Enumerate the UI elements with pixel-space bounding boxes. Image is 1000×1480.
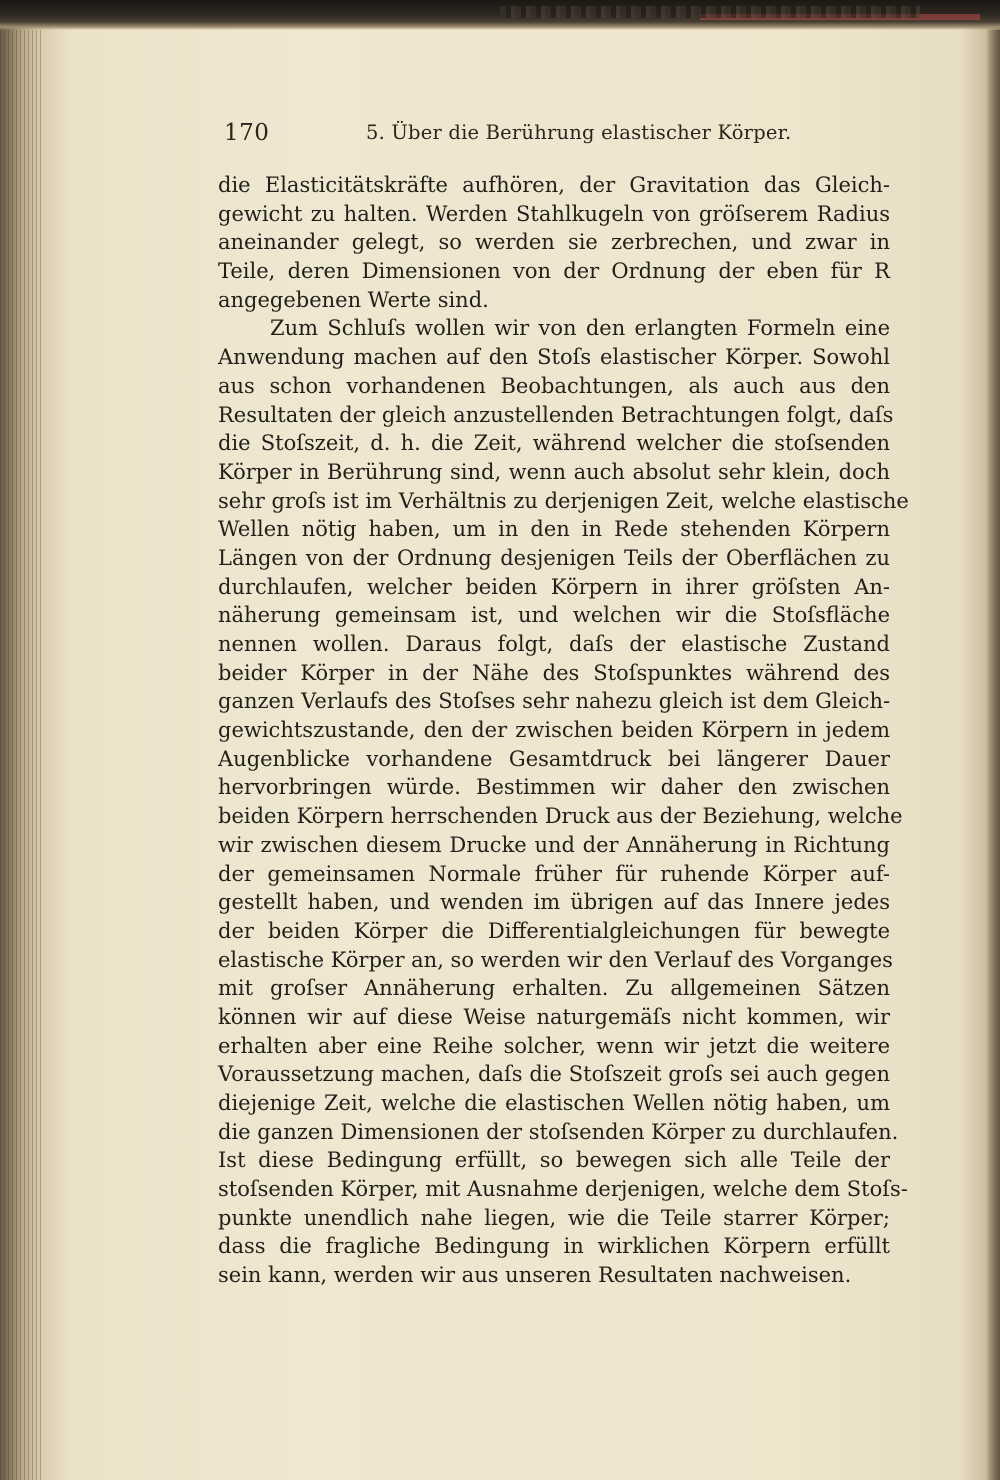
red-page-edge: [700, 14, 980, 20]
text-line: durchlaufen, welcher beiden Körpern in ihrer gröſsten An-: [218, 574, 890, 599]
text-line: nennen wollen. Daraus folgt, daſs der elastische Zustand: [218, 632, 890, 656]
text-line: gewicht zu halten. Werden Stahlkugeln von gröſserem Radius: [218, 201, 890, 226]
text-line: Längen von der Ordnung desjenigen Teils der Oberflächen zu: [218, 545, 890, 570]
running-head: 5. Über die Berührung elastischer Körper.: [366, 121, 792, 144]
book-cover-edge: [0, 0, 1000, 30]
text-line: aus schon vorhandenen Beobachtungen, als auch aus den: [218, 373, 890, 398]
text-line: können wir auf diese Weise naturgemäſs nicht kommen, wir: [218, 1004, 890, 1029]
text-line: Teile, deren Dimensionen von der Ordnung der eben für R: [218, 259, 890, 284]
text-line: sehr groſs ist im Verhältnis zu derjenigen Zeit, welche elastische: [218, 488, 909, 513]
text-line: die Stoſszeit, d. h. die Zeit, während welcher die stoſsenden: [218, 431, 890, 456]
text-line: die Elasticitätskräfte aufhören, der Gravitation das Gleich-: [218, 173, 890, 197]
text-line: der gemeinsamen Normale früher für ruhende Körper auf-: [218, 861, 890, 886]
text-line: punkte unendlich nahe liegen, wie die Teile starrer Körper;: [218, 1205, 890, 1230]
page-header: [224, 118, 894, 148]
text-line: die ganzen Dimensionen der stoſsenden Körper zu durchlaufen.: [218, 1119, 899, 1144]
text-line: elastische Körper an, so werden wir den Verlauf des Vorganges: [218, 947, 893, 972]
text-line: mit groſser Annäherung erhalten. Zu allgemeinen Sätzen: [218, 976, 890, 1001]
text-line: Körper in Berührung sind, wenn auch absolut sehr klein, doch: [218, 459, 890, 484]
paragraph-start-line: Zum Schluſs wollen wir von den erlangten Formeln eine: [270, 316, 890, 341]
text-line: Ist diese Bedingung erfüllt, so bewegen sich alle Teile der: [218, 1148, 890, 1173]
text-line: hervorbringen würde. Bestimmen wir daher den zwischen: [218, 775, 890, 800]
text-line: gestellt haben, und wenden im übrigen auf das Innere jedes: [218, 890, 890, 915]
text-line: Wellen nötig haben, um in den in Rede stehenden Körpern: [218, 517, 890, 542]
text-line: Augenblicke vorhandene Gesamtdruck bei längerer Dauer: [218, 746, 890, 771]
text-line: Voraussetzung machen, daſs die Stoſszeit groſs sei auch gegen: [218, 1062, 890, 1087]
text-line: beiden Körpern herrschenden Druck aus der Beziehung, welche: [218, 804, 903, 829]
text-line: Resultaten der gleich anzustellenden Betrachtungen folgt, daſs: [218, 402, 894, 427]
text-line: näherung gemeinsam ist, und welchen wir die Stoſsfläche: [218, 603, 890, 628]
text-line: erhalten aber eine Reihe solcher, wenn wir jetzt die weitere: [218, 1033, 890, 1058]
text-line: Anwendung machen auf den Stoſs elastischer Körper. Sowohl: [218, 345, 890, 370]
stacked-page-edges: [0, 30, 42, 1480]
text-line: wir zwischen diesem Drucke und der Annäherung in Richtung: [218, 832, 890, 857]
body-text: [218, 171, 909, 1290]
text-line: gewichtszustande, den der zwischen beiden Körpern in jedem: [218, 718, 890, 743]
text-line: diejenige Zeit, welche die elastischen Wellen nötig haben, um: [218, 1091, 890, 1115]
text-line: angegebenen Werte sind.: [218, 287, 489, 312]
text-line: ganzen Verlaufs des Stoſses sehr nahezu gleich ist dem Gleich-: [218, 689, 891, 714]
text-line: stoſsenden Körper, mit Ausnahme derjenigen, welche dem Stoſs-: [218, 1177, 908, 1202]
text-line: dass die fragliche Bedingung in wirklichen Körpern erfüllt: [218, 1234, 890, 1259]
page-number: 170: [224, 120, 270, 146]
text-line: aneinander gelegt, so werden sie zerbrechen, und zwar in: [218, 230, 890, 255]
text-line: der beiden Körper die Differentialgleichungen für bewegte: [218, 918, 890, 943]
text-line: beider Körper in der Nähe des Stoſspunktes während des: [218, 660, 890, 685]
gutter-shadow: [986, 30, 1000, 1480]
text-line: sein kann, werden wir aus unseren Resultaten nachweisen.: [218, 1263, 852, 1288]
